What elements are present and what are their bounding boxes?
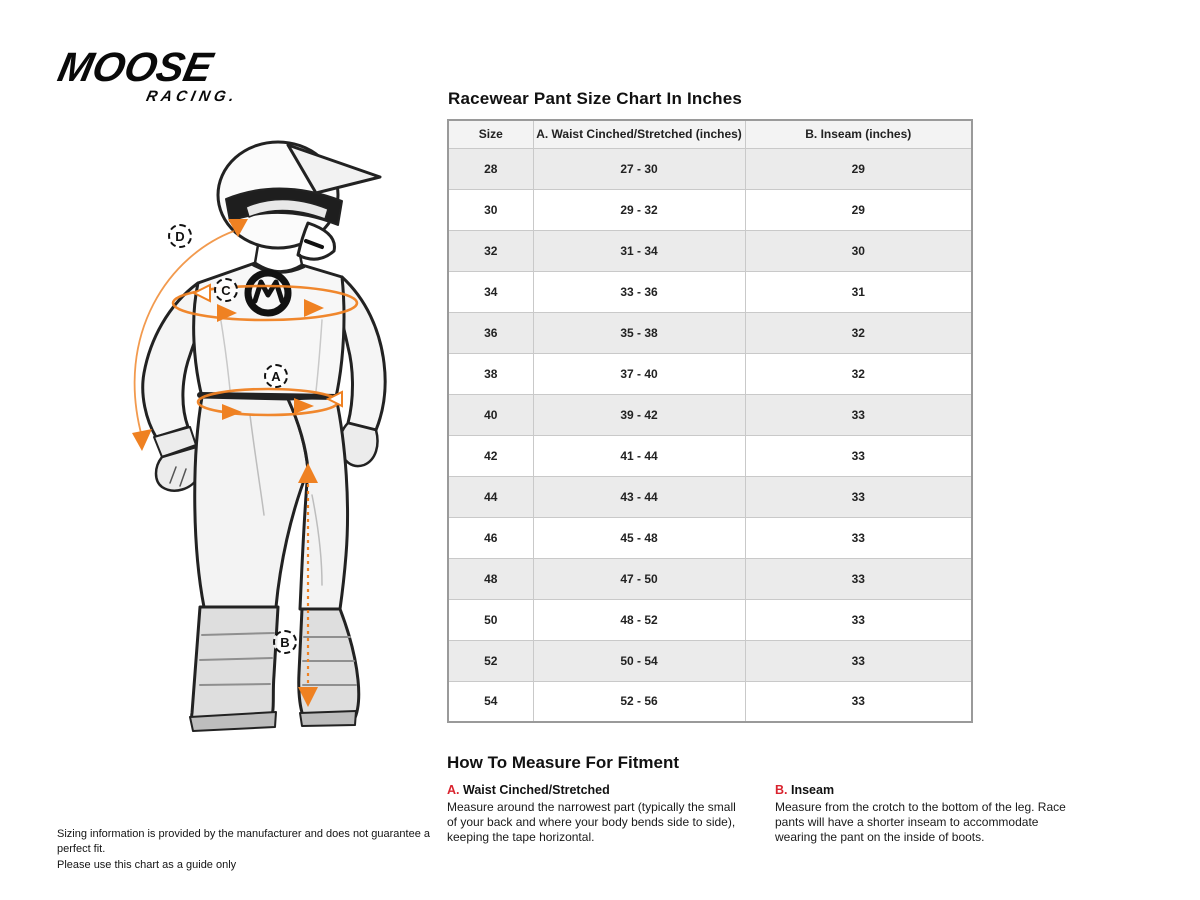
table-row [448, 271, 972, 312]
header-size: Size [448, 120, 533, 148]
table-cell: 50 [448, 599, 533, 640]
table-cell: 45 - 48 [533, 517, 745, 558]
table-cell: 33 [745, 681, 972, 722]
how-to-title: How To Measure For Fitment [447, 753, 680, 772]
table-cell: 48 - 52 [533, 599, 745, 640]
disclaimer-line-2: Please use this chart as a guide only [57, 858, 237, 871]
how-to-waist-text: Measure around the narrowest part (typically the small of your back and where your body bends side to side), keeping the tape horizontal. [447, 800, 736, 844]
sizing-disclaimer [57, 827, 437, 873]
table-row [448, 189, 972, 230]
table-cell: 33 [745, 517, 972, 558]
how-to-waist-heading [447, 783, 743, 797]
table-row [448, 681, 972, 722]
table-cell: 31 [745, 271, 972, 312]
table-cell: 29 [745, 148, 972, 189]
table-cell: 52 - 56 [533, 681, 745, 722]
table-row [448, 640, 972, 681]
header-inseam: B. Inseam (inches) [745, 120, 972, 148]
how-to-inseam-text: Measure from the crotch to the bottom of the leg. Race pants will have a shorter inseam to accommodate wearing the pant on the inside of boots. [775, 800, 1066, 844]
table-cell: 37 - 40 [533, 353, 745, 394]
table-cell: 33 [745, 394, 972, 435]
table-cell: 43 - 44 [533, 476, 745, 517]
rider-illustration [50, 115, 440, 750]
how-to-inseam-name: Inseam [790, 783, 835, 797]
table-cell: 38 [448, 353, 533, 394]
measure-label-d: D [168, 224, 192, 248]
table-cell: 36 [448, 312, 533, 353]
table-row [448, 435, 972, 476]
table-header-row [448, 120, 972, 148]
measure-label-a: A [264, 364, 288, 388]
logo-subword: RACING. [144, 87, 240, 105]
header-waist: A. Waist Cinched/Stretched (inches) [533, 120, 745, 148]
table-cell: 41 - 44 [533, 435, 745, 476]
rider-measurement-diagram [50, 115, 440, 750]
table-row [448, 312, 972, 353]
table-cell: 40 [448, 394, 533, 435]
table-cell: 33 [745, 476, 972, 517]
table-cell: 52 [448, 640, 533, 681]
table-cell: 47 - 50 [533, 558, 745, 599]
table-row [448, 558, 972, 599]
table-cell: 33 [745, 558, 972, 599]
table-cell: 32 [448, 230, 533, 271]
size-chart-section [447, 89, 971, 723]
table-cell: 31 - 34 [533, 230, 745, 271]
how-to-item-inseam [775, 783, 1081, 845]
how-to-measure-section [447, 753, 1127, 845]
table-row [448, 476, 972, 517]
table-cell: 33 [745, 435, 972, 476]
table-cell: 39 - 42 [533, 394, 745, 435]
table-cell: 33 [745, 599, 972, 640]
table-cell: 30 [745, 230, 972, 271]
how-to-inseam-heading [775, 783, 1081, 797]
table-cell: 29 - 32 [533, 189, 745, 230]
how-to-item-waist [447, 783, 743, 845]
how-to-inseam-letter: B. [775, 783, 788, 797]
measure-label-c: C [214, 278, 238, 302]
table-cell: 33 - 36 [533, 271, 745, 312]
size-chart-title: Racewear Pant Size Chart In Inches [448, 89, 743, 108]
moose-racing-logo [51, 44, 248, 105]
how-to-waist-name: Waist Cinched/Stretched [462, 783, 610, 797]
table-cell: 42 [448, 435, 533, 476]
table-cell: 28 [448, 148, 533, 189]
table-row [448, 230, 972, 271]
table-cell: 46 [448, 517, 533, 558]
logo-wordmark: MOOSE [54, 44, 217, 90]
table-row [448, 353, 972, 394]
table-row [448, 517, 972, 558]
table-cell: 50 - 54 [533, 640, 745, 681]
table-cell: 32 [745, 312, 972, 353]
table-row [448, 148, 972, 189]
table-cell: 33 [745, 640, 972, 681]
table-row [448, 394, 972, 435]
measure-label-b: B [273, 630, 297, 654]
table-cell: 34 [448, 271, 533, 312]
table-cell: 30 [448, 189, 533, 230]
table-cell: 32 [745, 353, 972, 394]
size-table-body [448, 148, 972, 722]
table-cell: 48 [448, 558, 533, 599]
table-cell: 54 [448, 681, 533, 722]
table-row [448, 599, 972, 640]
table-cell: 29 [745, 189, 972, 230]
size-table [447, 119, 973, 723]
table-cell: 44 [448, 476, 533, 517]
how-to-waist-letter: A. [447, 783, 460, 797]
table-cell: 27 - 30 [533, 148, 745, 189]
disclaimer-line-1: Sizing information is provided by the manufacturer and does not guarantee a perfect fit. [57, 828, 431, 856]
table-cell: 35 - 38 [533, 312, 745, 353]
